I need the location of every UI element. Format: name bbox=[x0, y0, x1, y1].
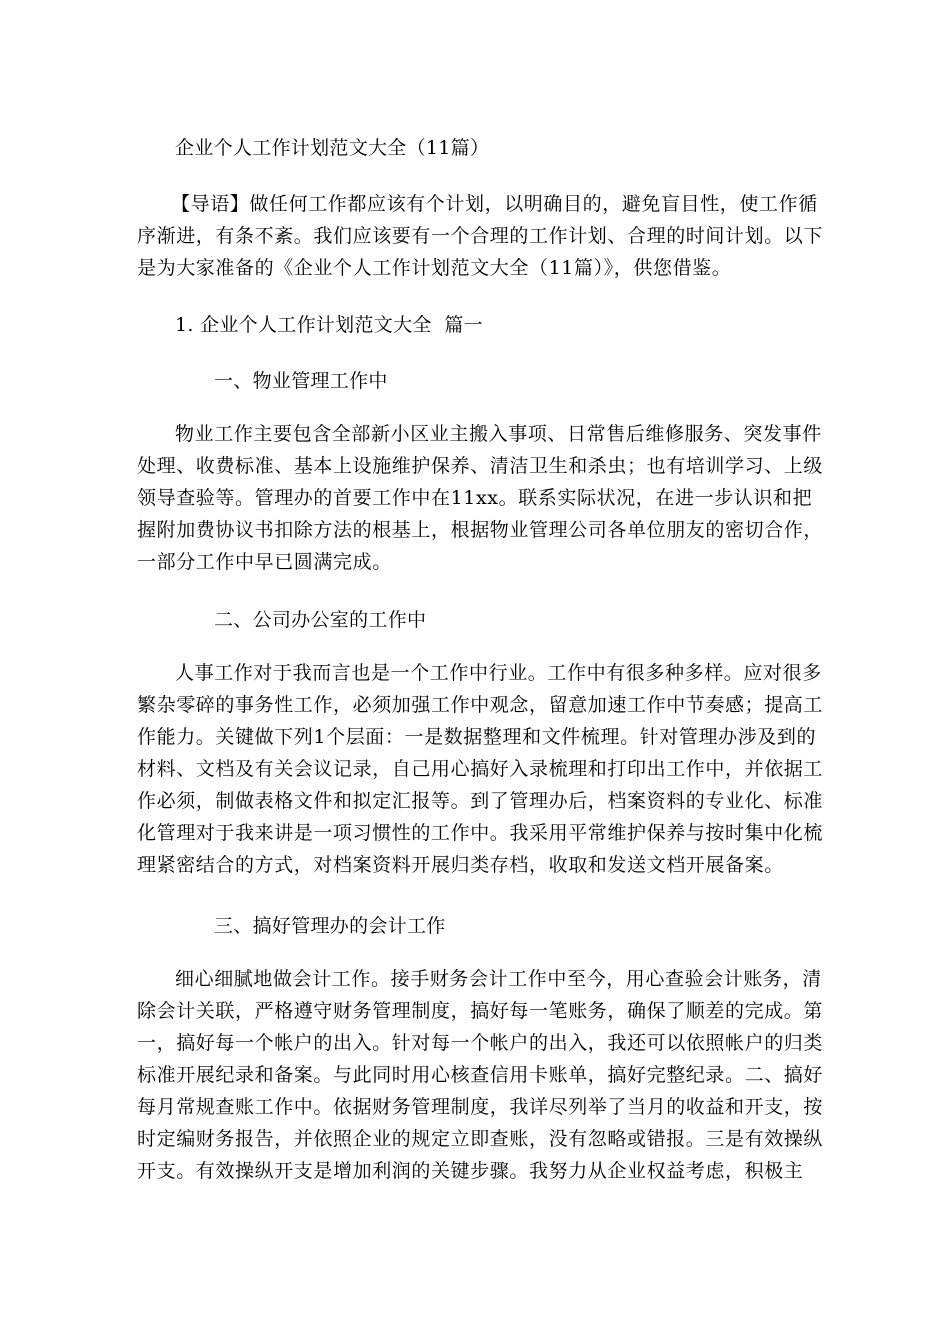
section-heading: 三、搞好管理办的会计工作 bbox=[214, 915, 446, 937]
article-heading: 1. 企业个人工作计划范文大全 篇一 bbox=[175, 314, 483, 336]
section-body: 人事工作对于我而言也是一个工作中行业。工作中有很多种多样。应对很多繁杂零碎的事务性工作，必须加强工作中观念，留意加速工作中节奏感；提高工作能力。关键做下列1个层面：一是数据整理和文件梳理。针对管理办涉及到的材料、文档及有关会议记录，自己用心搞好入录梳理和打印出工作中，并依据工作必须，制做表格文件和拟定汇报等。到了管理办后，档案资料的专业化、标准化管理对于我来讲是一项习惯性的工作中。我采用平常维护保养与按时集中化梳理紧密结合的方式，对档案资料开展归类存档，收取和发送文档开展备案。 bbox=[137, 662, 824, 876]
document-title: 企业个人工作计划范文大全（11篇） bbox=[175, 137, 490, 159]
section-body: 物业工作主要包含全部新小区业主搬入事项、日常售后维修服务、突发事件处理、收费标准、基本上设施维护保养、清洁卫生和杀虫；也有培训学习、上级领导查验等。管理办的首要工作中在11xx。联系实际状况，在进一步认识和把握附加费协议书扣除方法的根基上，根据物业管理公司各单位朋友的密切合作，一部分工作中早已圆满完成。 bbox=[137, 423, 824, 573]
section-body: 细心细腻地做会计工作。接手财务会计工作中至今，用心查验会计账务，清除会计关联，严格遵守财务管理制度，搞好每一笔账务，确保了顺差的完成。第一，搞好每一个帐户的出入。针对每一个帐户的出入，我还可以依照帐户的归类标准开展纪录和备案。与此同时用心核查信用卡账单，搞好完整纪录。二、搞好每月常规查账工作中。依据财务管理制度，我详尽列举了当月的收益和开支，按时定编财务报告，并依照企业的规定立即查账，没有忽略或错报。三是有效操纵开支。有效操纵开支是增加利润的关键步骤。我努力从企业权益考虑，积极主 bbox=[137, 968, 824, 1182]
section-heading: 一、物业管理工作中 bbox=[214, 370, 388, 392]
intro-paragraph: 【导语】做任何工作都应该有个计划，以明确目的，避免盲目性，使工作循序渐进，有条不紊。我们应该要有一个合理的工作计划、合理的时间计划。以下是为大家准备的《企业个人工作计划范文大全（11篇）》，供您借鉴。 bbox=[137, 193, 824, 279]
section-heading: 二、公司办公室的工作中 bbox=[214, 609, 427, 631]
